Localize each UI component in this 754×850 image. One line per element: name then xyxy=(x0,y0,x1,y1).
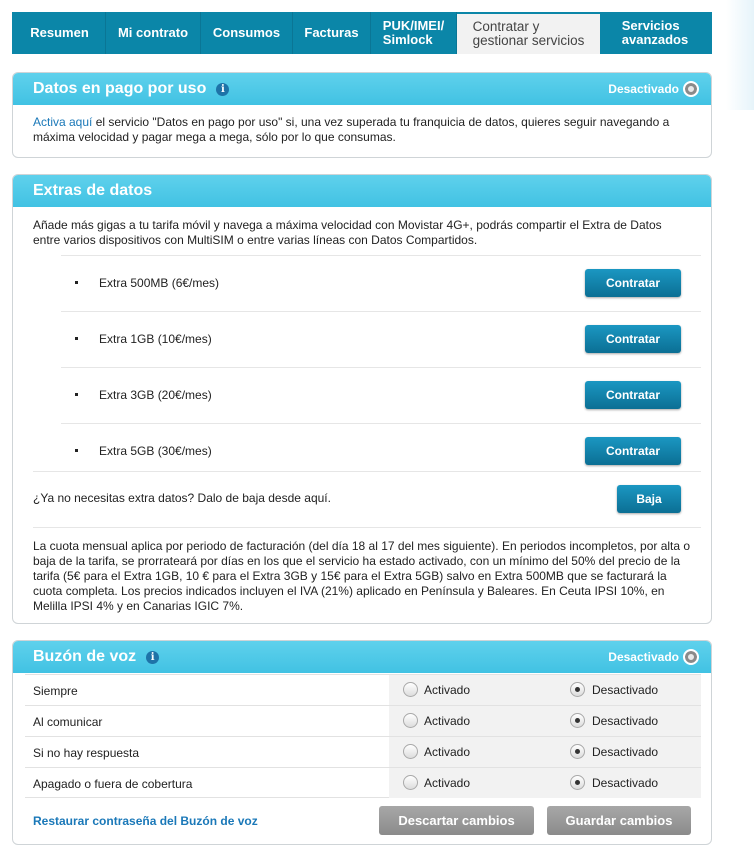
tab-mi-contrato[interactable]: Mi contrato xyxy=(106,12,201,54)
radio-deactivated[interactable] xyxy=(570,713,585,728)
tab-contratar-gestionar-servicios[interactable]: Contratar y gestionar servicios xyxy=(457,14,600,54)
voicemail-panel xyxy=(12,640,712,845)
radio-deactivated-label: Desactivado xyxy=(592,745,659,759)
contract-1gb-button[interactable]: Contratar xyxy=(585,325,681,353)
voicemail-option-row xyxy=(25,705,701,736)
info-icon[interactable]: i xyxy=(146,651,159,664)
extra-item-label: Extra 5GB (30€/mes) xyxy=(99,444,212,458)
contract-500mb-button[interactable]: Contratar xyxy=(585,269,681,297)
radio-activated[interactable] xyxy=(403,775,418,790)
info-icon[interactable]: i xyxy=(216,83,229,96)
activate-link[interactable]: Activa aquí xyxy=(33,115,93,129)
radio-activated[interactable] xyxy=(403,713,418,728)
data-extras-panel xyxy=(12,174,712,624)
page-edge-gradient xyxy=(726,0,754,110)
voicemail-header xyxy=(13,641,711,673)
radio-deactivated-label: Desactivado xyxy=(592,683,659,697)
bullet xyxy=(75,337,78,340)
extra-item-label: Extra 500MB (6€/mes) xyxy=(99,276,220,290)
discard-changes-button[interactable]: Descartar cambios xyxy=(379,806,534,835)
extra-item xyxy=(61,311,701,367)
radio-activated-label: Activado xyxy=(424,776,471,790)
data-extras-title: Extras de datos xyxy=(33,182,153,199)
reset-voicemail-password-link[interactable]: Restaurar contraseña del Buzón de voz xyxy=(33,814,258,828)
voicemail-option-choices xyxy=(389,768,701,798)
voicemail-option-label: Siempre xyxy=(33,684,78,698)
tab-puk-imei-simlock[interactable]: PUK/IMEI/ Simlock xyxy=(371,12,457,54)
pay-per-use-status-label: Desactivado xyxy=(608,82,679,96)
data-extras-header xyxy=(13,175,711,207)
billing-footnote: La cuota mensual aplica por periodo de facturación (del día 18 al 17 del mes siguiente). En periodos incompletos, por alta o baja de la tarifa, se prorrateará por días en los que el servicio ha estado activado, con un mínimo del 50% del precio de la tarifa (5€ para el Extra 1GB, 10 € para el Extra 3GB y 15€ para el Extra 5GB) salvo en Extra 500MB que se facturará la cuota completa. Los precios indicados incluyen el IVA (21%) aplicado en Península y Baleares. En Ceuta IPSI 10%, en Melilla IPSI 4% y en Canarias IGIC 7%. xyxy=(33,539,691,613)
main-tab-bar xyxy=(12,12,712,54)
radio-deactivated[interactable] xyxy=(570,744,585,759)
tab-facturas[interactable]: Facturas xyxy=(293,12,371,54)
extra-item xyxy=(61,255,701,311)
voicemail-option-label: Si no hay respuesta xyxy=(33,746,140,760)
pay-per-use-text: el servicio "Datos en pago por uso" si, una vez superada tu franquicia de datos, quieres seguir navegando a máxima velocidad y pagar mega a mega, sólo por lo que consumas. xyxy=(33,115,670,144)
voicemail-option-choices xyxy=(389,706,701,736)
radio-activated[interactable] xyxy=(403,682,418,697)
divider xyxy=(33,527,701,528)
extra-item xyxy=(61,367,701,423)
pay-per-use-header xyxy=(13,73,711,105)
voicemail-option-row xyxy=(25,674,701,705)
contract-5gb-button[interactable]: Contratar xyxy=(585,437,681,465)
bullet xyxy=(75,281,78,284)
radio-deactivated[interactable] xyxy=(570,775,585,790)
radio-deactivated[interactable] xyxy=(570,682,585,697)
bullet xyxy=(75,393,78,396)
pay-per-use-description xyxy=(13,105,711,145)
extra-item-label: Extra 3GB (20€/mes) xyxy=(99,388,212,402)
radio-activated-label: Activado xyxy=(424,683,471,697)
data-extras-intro: Añade más gigas a tu tarifa móvil y navega a máxima velocidad con Movistar 4G+, podrás compartir el Extra de Datos entre varios dispositivos con MultiSIM o entre varias líneas con Datos Compartidos. xyxy=(33,218,662,247)
pay-per-use-status xyxy=(608,81,699,97)
voicemail-status xyxy=(608,649,699,665)
tab-consumos[interactable]: Consumos xyxy=(201,12,293,54)
radio-activated-label: Activado xyxy=(424,714,471,728)
tab-resumen[interactable]: Resumen xyxy=(14,12,106,54)
unsubscribe-text: ¿Ya no necesitas extra datos? Dalo de baja desde aquí. xyxy=(33,491,331,505)
voicemail-option-row xyxy=(25,736,701,767)
divider xyxy=(33,471,701,472)
voicemail-option-label: Apagado o fuera de cobertura xyxy=(33,777,193,791)
voicemail-option-label: Al comunicar xyxy=(33,715,103,729)
radio-activated[interactable] xyxy=(403,744,418,759)
voicemail-option-row xyxy=(25,767,701,798)
pay-per-use-title: Datos en pago por uso xyxy=(33,80,207,97)
save-changes-button[interactable]: Guardar cambios xyxy=(547,806,691,835)
extra-item-label: Extra 1GB (10€/mes) xyxy=(99,332,212,346)
voicemail-toggle[interactable] xyxy=(683,649,699,665)
contract-3gb-button[interactable]: Contratar xyxy=(585,381,681,409)
tab-servicios-avanzados[interactable]: Servicios avanzados xyxy=(621,18,689,47)
voicemail-option-choices xyxy=(389,737,701,767)
radio-deactivated-label: Desactivado xyxy=(592,714,659,728)
radio-deactivated-label: Desactivado xyxy=(592,776,659,790)
pay-per-use-panel xyxy=(12,72,712,158)
voicemail-status-label: Desactivado xyxy=(608,650,679,664)
voicemail-option-choices xyxy=(389,675,701,705)
radio-activated-label: Activado xyxy=(424,745,471,759)
voicemail-title: Buzón de voz xyxy=(33,648,137,665)
pay-per-use-toggle[interactable] xyxy=(683,81,699,97)
bullet xyxy=(75,449,78,452)
unsubscribe-button[interactable]: Baja xyxy=(617,485,681,513)
